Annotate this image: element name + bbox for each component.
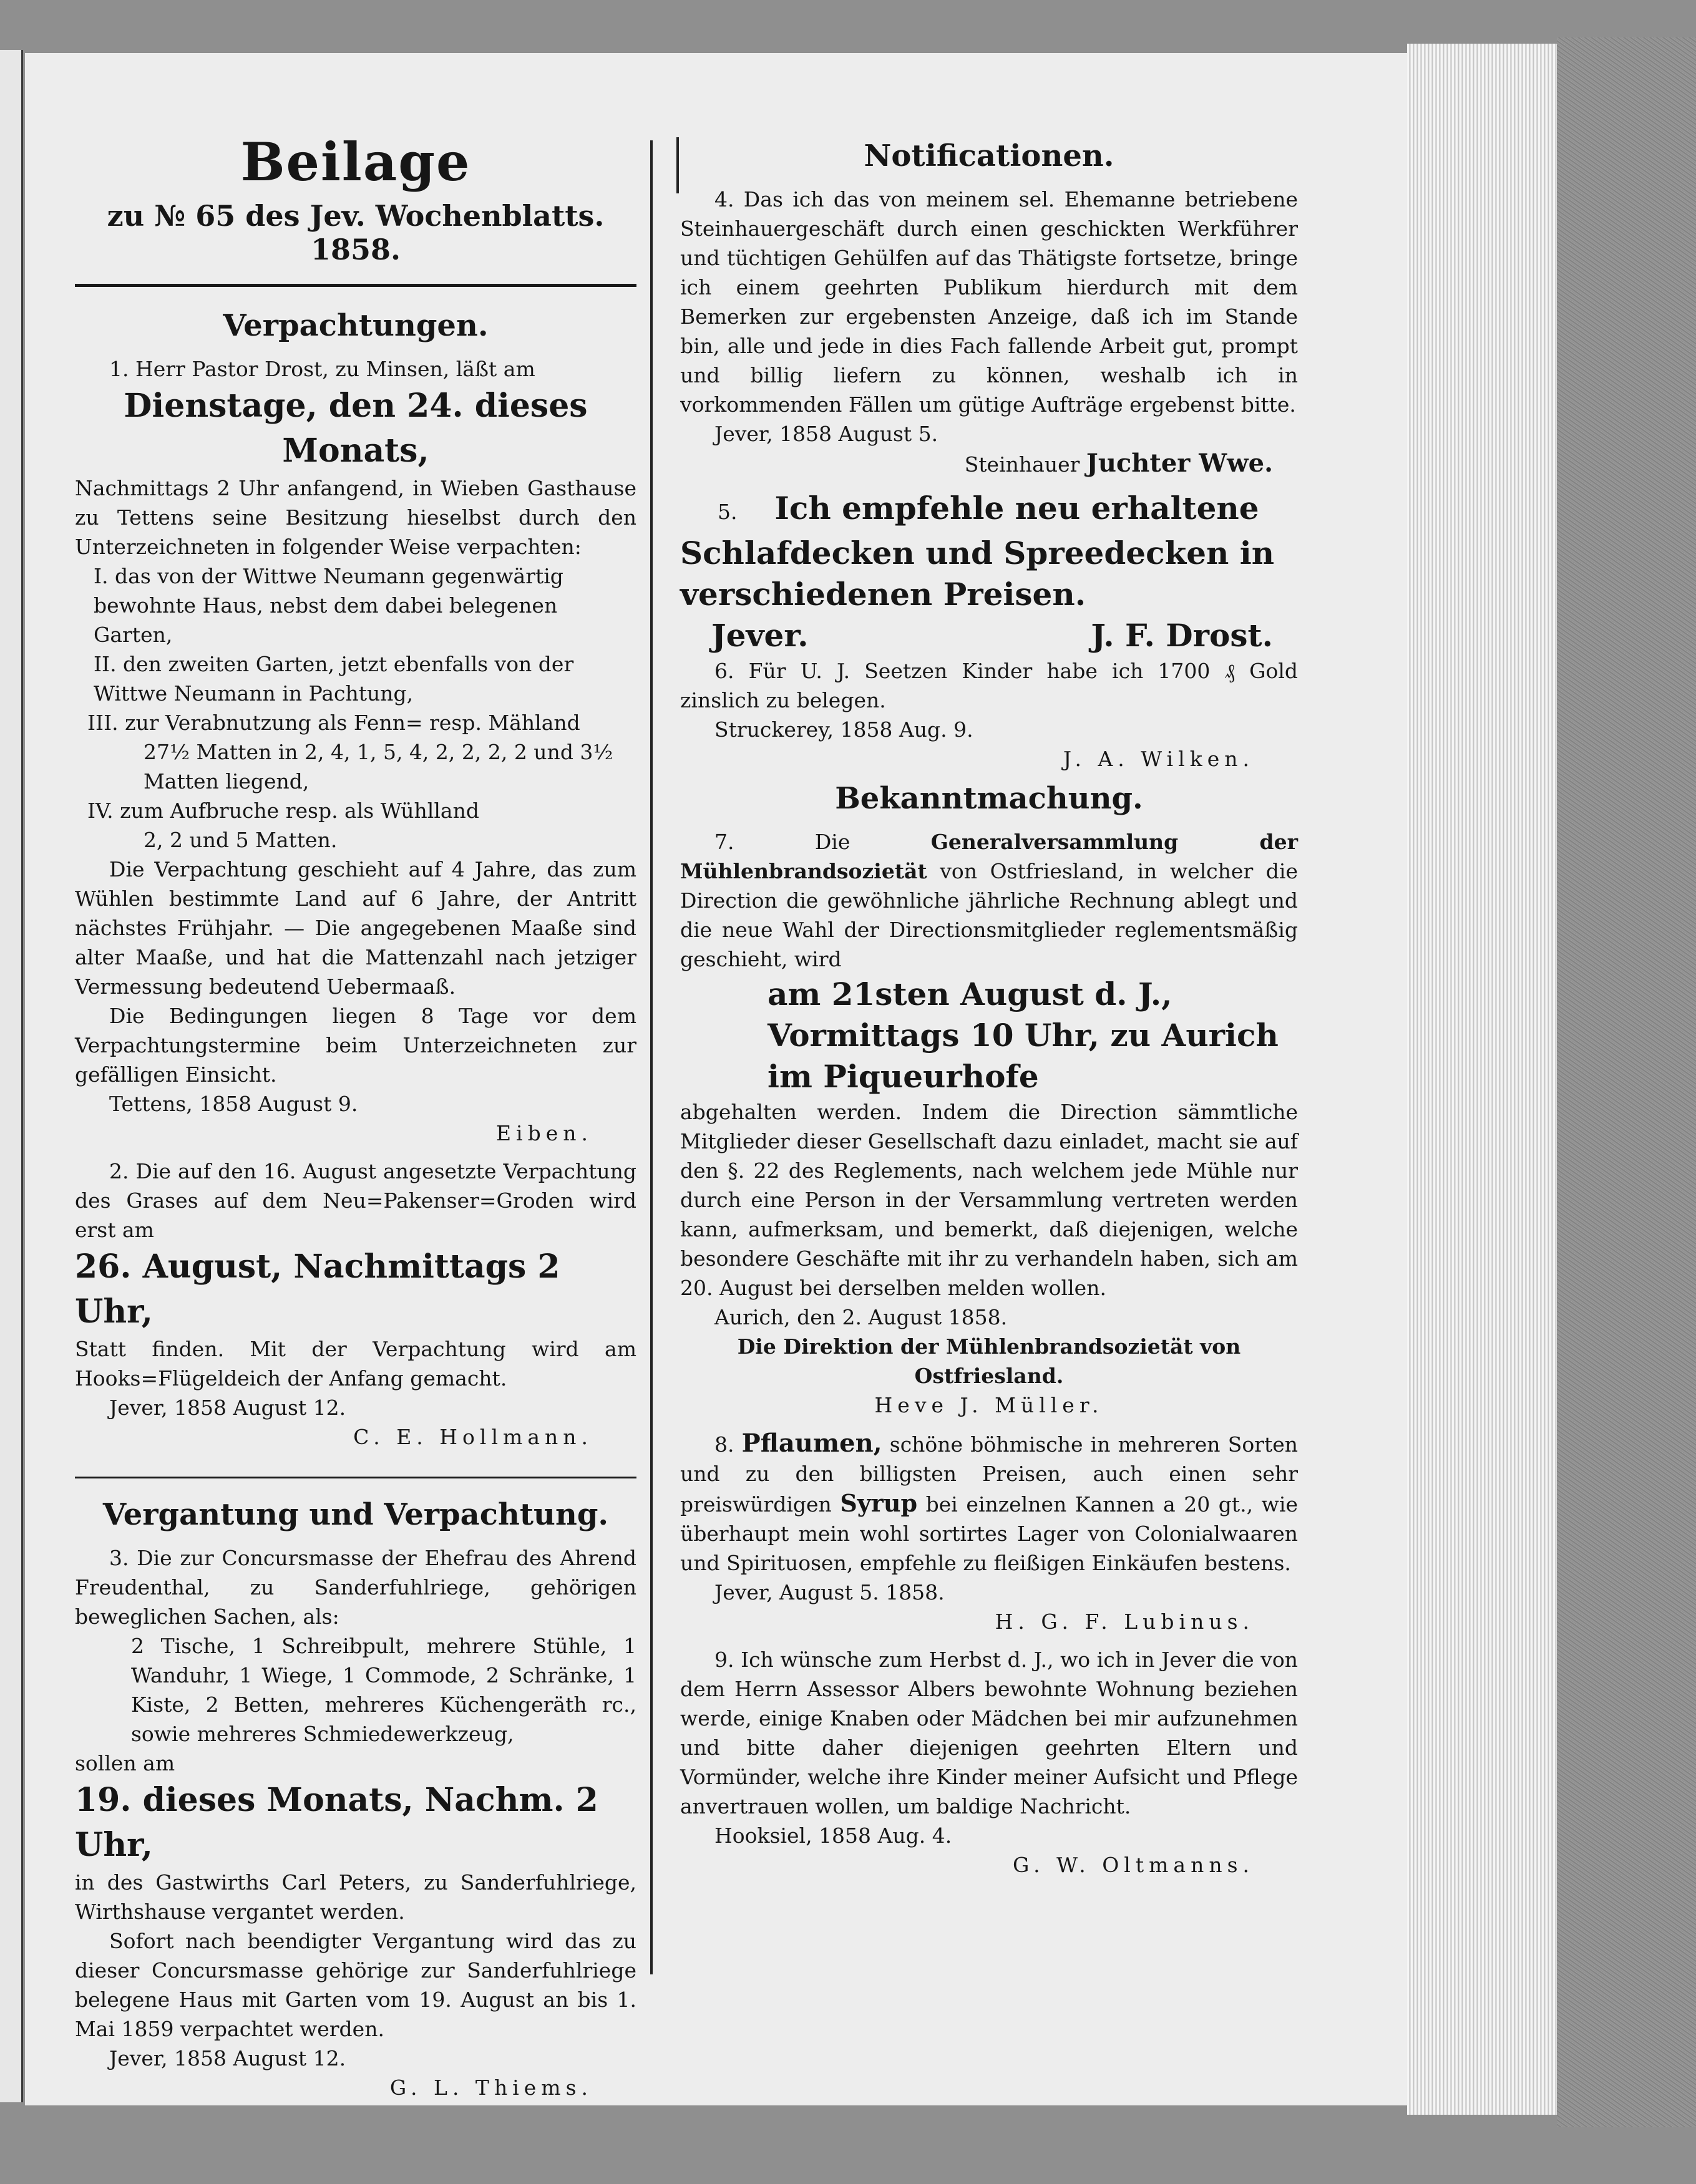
notice-3-text3: Sofort nach beendigter Vergantung wird das zu dieser Concursmasse gehörige zur Sanderfuhlriege belegene Haus mit Garten vom 19. August an bis 1. Mai 1859 verpachtet werden. (75, 1929, 636, 2041)
notice-1-date: Dienstage, den 24. dieses Monats, (124, 387, 588, 470)
notice-7-bold: Generalversammlung der Mühlenbrandsozietät (680, 830, 1298, 883)
notice-3-text: 3. Die zur Concursmasse der Ehefrau des Ahrend Freudenthal, zu Sanderfuhlriege, gehörigen beweglichen Sachen, als: (75, 1546, 636, 1629)
section-heading-bekanntmachung: Bekanntmachung. (835, 781, 1143, 816)
notice-1-item: II. den zweiten Garten, jetzt ebenfalls von der Wittwe Neumann in Pachtung, (94, 652, 574, 706)
right-column (680, 131, 1298, 1880)
notice-4-signature-prefix: Steinhauer (964, 452, 1080, 477)
notice-5-place: Jever. (711, 617, 809, 654)
notice-5-footer (680, 615, 1298, 656)
notice-1-place: Tettens, 1858 August 9. (109, 1092, 358, 1116)
notice-7-prefix: 7. Die (714, 830, 850, 854)
book-page-stack (1407, 44, 1561, 2115)
left-column (75, 87, 636, 2102)
notice-4-signature (680, 449, 1298, 479)
notice-8-bold-pflaumen: Pflaumen, (741, 1429, 882, 1458)
notice-1-item: IV. zum Aufbruche resp. als Wühlland (87, 798, 479, 823)
notice-1-item: 27½ Matten in 2, 4, 1, 5, 4, 2, 2, 2, 2 und 3½ Matten liegend, (144, 740, 613, 794)
notice-5-text: Ich empfehle neu erhaltene Schlafdecken und Spreedecken in verschiedenen Preisen. (680, 490, 1275, 613)
notice-1-item: III. zur Verabnutzung als Fenn= resp. Mähland (87, 711, 580, 735)
notice-8-place: Jever, August 5. 1858. (714, 1580, 945, 1604)
notice-2-text: 2. Die auf den 16. August angesetzte Verpachtung des Grases auf dem Neu=Pakenser=Groden wird erst am (75, 1159, 636, 1242)
page-subtitle: zu № 65 des Jev. Wochenblatts. 1858. (107, 199, 605, 266)
notice-5-number: 5. (718, 500, 738, 524)
notice-7-signature-org: Die Direktion der Mühlenbrandsozietät von Ostfriesland. (737, 1334, 1241, 1388)
notice-1-text: Nachmittags 2 Uhr anfangend, in Wieben Gasthause zu Tettens seine Besitzung hieselbst durch den Unterzeichneten in folgender Weise verpachten: (75, 476, 636, 559)
notice-1-para2: Die Verpachtung geschieht auf 4 Jahre, das zum Wühlen bestimmte Land auf 6 Jahre, der Antritt nächstes Frühjahr. — Die angegebenen Maaße sind alter Maaße, und hat die Mattenzahl nach jetziger Vermessung bedeutend Uebermaaß. (75, 857, 636, 999)
notice-7-text (680, 827, 1298, 974)
notice-1-item: I. das von der Wittwe Neumann gegenwärtig bewohnte Haus, nebst dem dabei belegenen Garten, (94, 564, 563, 647)
section-heading-vergantung: Vergantung und Verpachtung. (102, 1497, 609, 1532)
notice-7-date: am 21sten August d. J., Vormittags 10 Uhr, zu Aurich im Piqueurhofe (768, 976, 1279, 1095)
notice-8-bold-syrup: Syrup (840, 1489, 918, 1517)
notice-3-text2: in des Gastwirths Carl Peters, zu Sanderfuhlriege, Wirthshause vergantet werden. (75, 1870, 636, 1924)
notice-3-soll: sollen am (75, 1751, 175, 1775)
section-heading-notificationen: Notificationen. (864, 138, 1114, 173)
notice-9-text: 9. Ich wünsche zum Herbst d. J., wo ich in Jever die von dem Herrn Assessor Albers bewohnte Wohnung beziehen werde, einige Knaben oder Mädchen bei mir aufzunehmen und bitte daher diejenigen geehrten Eltern und Vormünder, welche ihre Kinder meiner Aufsicht und Pflege anvertrauen wollen, um baldige Nachricht. (680, 1648, 1298, 1818)
notice-3-place: Jever, 1858 August 12. (109, 2046, 346, 2070)
notice-5-signature: J. F. Drost. (1091, 617, 1273, 654)
notice-3-date: 19. dieses Monats, Nachm. 2 Uhr, (75, 1781, 598, 1864)
notice-7-body: von Ostfriesland, in welcher die Direction die gewöhnliche jährliche Rechnung ablegt und die neue Wahl der Directionsmitglieder reglementsmäßig geschieht, wird (680, 859, 1298, 971)
notice-2-date: 26. August, Nachmittags 2 Uhr, (75, 1248, 560, 1331)
notice-2-place: Jever, 1858 August 12. (109, 1395, 346, 1420)
page-title: Beilage (240, 131, 471, 193)
notice-3-signature: G. L. Thiems. (389, 2075, 593, 2100)
notice-1-intro: 1. Herr Pastor Drost, zu Minsen, läßt am (109, 357, 535, 381)
notice-7-text2: abgehalten werden. Indem die Direction sämmtliche Mitglieder dieser Gesellschaft dazu einladet, macht sie auf den §. 22 des Reglements, nach welchem jede Mühle nur durch eine Person in der Versammlung vertreten werden kann, aufmerksam, und bemerkt, daß diejenigen, welche besondere Geschäfte mit ihr zu verhandeln haben, sich am 20. August bei derselben melden wollen. (680, 1100, 1298, 1300)
notice-2-signature: C. E. Hollmann. (353, 1425, 593, 1449)
notice-8-body2: bei einzelnen Kannen a 20 gt., wie überhaupt mein wohl sortirtes Lager von Colonialwaaren und Spirituosen, empfehle zu fleißigen Einkäufen bestens. (680, 1492, 1298, 1575)
notice-7-signature-name: Heve J. Müller. (874, 1393, 1104, 1417)
notice-5 (680, 488, 1298, 615)
notice-1-item: 2, 2 und 5 Matten. (144, 828, 338, 852)
notice-3-list: 2 Tische, 1 Schreibpult, mehrere Stühle, 1 Wanduhr, 1 Wiege, 1 Commode, 2 Schränke, 1 Kiste, 2 Betten, mehreres Küchengeräth rc., sowie mehreres Schmiedewerkzeug, (131, 1634, 636, 1746)
header-rule (75, 284, 636, 287)
notice-6-text: 6. Für U. J. Seetzen Kinder habe ich 1700 ₰ Gold zinslich zu belegen. (680, 659, 1298, 712)
notice-6-place: Struckerey, 1858 Aug. 9. (714, 717, 973, 742)
notice-4-place: Jever, 1858 August 5. (714, 422, 938, 446)
book-binding (1557, 37, 1696, 2127)
section-rule (75, 1477, 636, 1478)
notice-2-text2: Statt finden. Mit der Verpachtung wird am Hooks=Flügeldeich der Anfang gemacht. (75, 1337, 636, 1390)
notice-8-body1: schöne böhmische in mehreren Sorten und zu den billigsten Preisen, auch einen sehr preiswürdigen (680, 1432, 1298, 1517)
notice-6-signature: J. A. Wilken. (1063, 747, 1254, 771)
notice-8-number: 8. (714, 1432, 734, 1457)
notice-4-text: 4. Das ich das von meinem sel. Ehemanne betriebene Steinhauergeschäft durch einen geschickten Werkführer und tüchtigen Gehülfen auf das Thätigste fortsetze, bringe ich einem geehrten Publikum hierdurch mit dem Bemerken zur ergebensten Anzeige, daß ich im Stande bin, alle und jede in dies Fach fallende Arbeit gut, prompt und billig liefern zu können, weshalb ich in vorkommenden Fällen um gütige Aufträge ergebenst bitte. (680, 187, 1298, 417)
notice-8-signature: H. G. F. Lubinus. (995, 1609, 1254, 1634)
notice-7-place: Aurich, den 2. August 1858. (714, 1305, 1008, 1329)
notice-1-signature: Eiben. (495, 1121, 593, 1145)
notice-9-signature: G. W. Oltmanns. (1012, 1853, 1254, 1877)
notice-9-place: Hooksiel, 1858 Aug. 4. (714, 1823, 952, 1848)
previous-page-edge (0, 50, 23, 2102)
notice-1-para3: Die Bedingungen liegen 8 Tage vor dem Verpachtungstermine beim Unterzeichneten zur gefälligen Einsicht. (75, 1004, 636, 1087)
section-heading-verpachtungen: Verpachtungen. (223, 308, 489, 343)
column-divider (650, 140, 653, 1974)
notice-4-signature-name: Juchter Wwe. (1086, 449, 1273, 478)
notice-8-text (680, 1429, 1298, 1578)
column-divider-top (676, 137, 679, 193)
